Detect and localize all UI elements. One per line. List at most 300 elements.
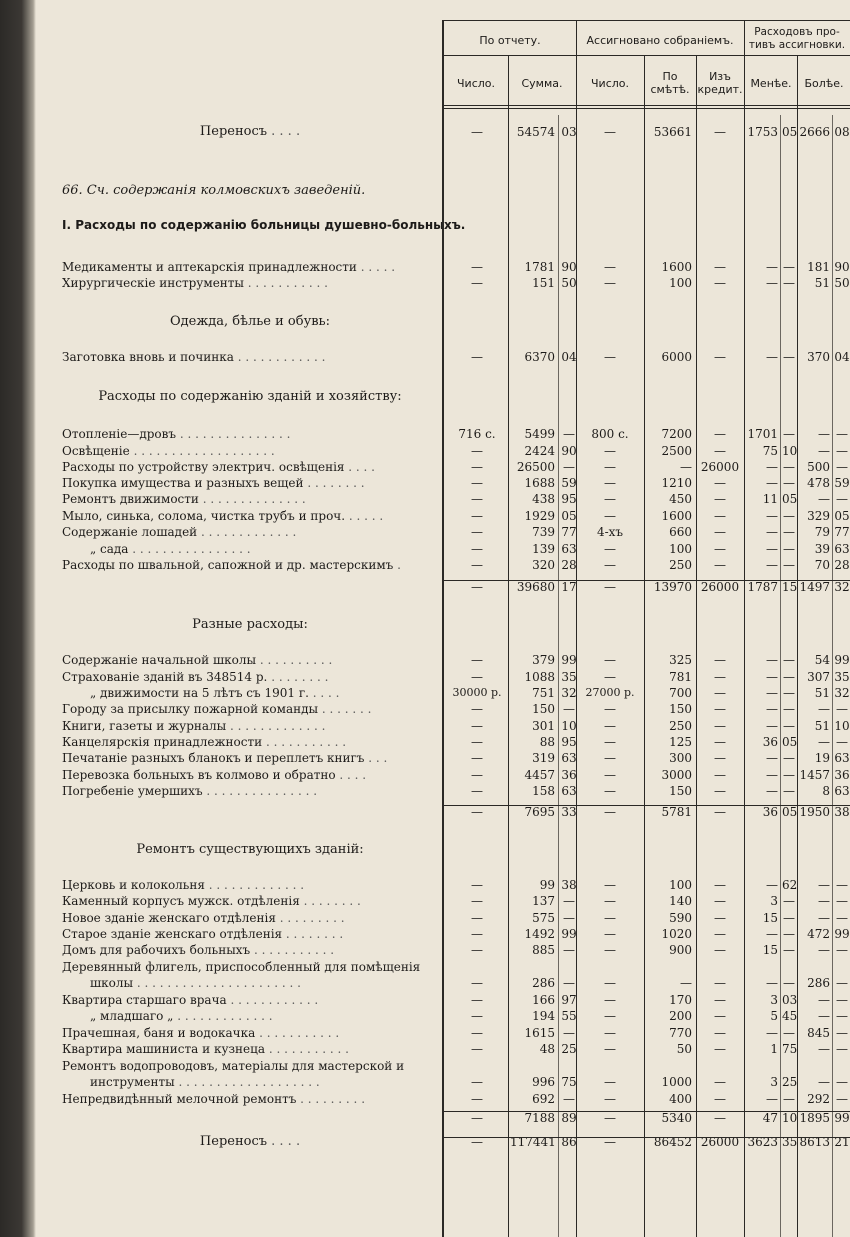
cell-est: 1600 — [661, 509, 692, 523]
leader-dots: . . . . . . . . . . . . . . . — [202, 784, 318, 798]
cell-n: — — [471, 911, 483, 925]
leader-dots: . . . . . . . . — [267, 670, 329, 684]
cell-lk: 75 — [782, 1042, 798, 1056]
cell-lr: — — [766, 686, 778, 700]
column-divider — [696, 55, 697, 1237]
cell-mk: 05 — [834, 509, 850, 523]
row-label-text: Покупка имущества и разныхъ вещей — [62, 476, 304, 490]
cell-n: — — [471, 702, 483, 716]
cell-lr: 11 — [762, 492, 778, 506]
cell-mk: 90 — [834, 260, 850, 274]
cell-mr: 292 — [807, 1092, 830, 1106]
cell-lr: — — [766, 260, 778, 274]
cell-sk: — — [563, 427, 575, 441]
leader-dots: . . . . — [267, 124, 301, 139]
cell-mr: 79 — [814, 525, 830, 539]
cell-lk: 10 — [782, 444, 798, 458]
cell-mk: — — [836, 1026, 848, 1040]
cell-est: 100 — [669, 276, 692, 290]
cell-lk: — — [783, 1026, 795, 1040]
cell-lr: — — [766, 542, 778, 556]
row-label-text: Ремонтъ водопроводовъ, матерiалы для мастерской и — [62, 1059, 405, 1073]
leader-dots: . . . . — [267, 1134, 301, 1149]
cell-cr: — — [714, 751, 726, 765]
cell-mk: — — [836, 702, 848, 716]
cell-cr: — — [714, 894, 726, 908]
cell-est: 86452 — [653, 1135, 692, 1149]
leader-dots: . . . . . . . . . — [296, 1092, 366, 1106]
cell-est: 140 — [669, 894, 692, 908]
cell-sr: 7695 — [524, 805, 555, 819]
cell-lr: 15 — [762, 911, 778, 925]
cell-n: — — [471, 1026, 483, 1040]
cell-cr: — — [714, 719, 726, 733]
cell-cr: — — [714, 542, 726, 556]
cell-est: 7200 — [661, 427, 692, 441]
cell-sr: 4457 — [524, 768, 555, 782]
cell-est: 450 — [669, 492, 692, 506]
cell-mk: — — [836, 1042, 848, 1056]
cell-an: — — [604, 125, 616, 139]
header-group-report: По отчету. — [479, 34, 541, 47]
cell-sr: 194 — [532, 1009, 555, 1023]
cell-sk: 38 — [561, 878, 577, 892]
cell-est: 170 — [669, 993, 692, 1007]
cell-lr: 15 — [762, 943, 778, 957]
cell-lk: 10 — [782, 1111, 798, 1125]
cell-cr: — — [714, 702, 726, 716]
cell-n: 716 с. — [458, 427, 496, 441]
column-divider — [644, 55, 645, 1237]
leader-dots: . . . . . . . . . . . . . . . — [176, 427, 291, 441]
cell-lk: 45 — [782, 1009, 798, 1023]
cell-mk: 28 — [834, 558, 850, 572]
cell-n: — — [471, 509, 483, 523]
cell-sk: 89 — [561, 1111, 577, 1125]
cell-lr: — — [766, 751, 778, 765]
cell-est: 250 — [669, 558, 692, 572]
cell-n: — — [471, 525, 483, 539]
column-divider — [744, 55, 745, 1237]
row-label — [62, 942, 438, 958]
leader-dots: . . . . . . . . . — [275, 911, 345, 925]
cell-lr: 36 — [762, 735, 778, 749]
cell-mr: 39 — [814, 542, 830, 556]
leader-dots: . . . . . — [356, 260, 396, 274]
kopeck-divider — [558, 115, 559, 1237]
cell-an: — — [604, 653, 616, 667]
cell-lk: — — [783, 350, 795, 364]
header-top-rule — [442, 20, 850, 21]
cell-mk: 32 — [834, 580, 850, 594]
leader-dots: . . . . . . . . . . . . . — [197, 525, 297, 539]
cell-lr: — — [766, 1092, 778, 1106]
row-label-text: Мыло, синька, солома, чистка трубъ и проч. — [62, 509, 346, 523]
cell-lr: — — [766, 509, 778, 523]
cell-est: 50 — [676, 1042, 692, 1056]
row-label-text: Канцелярскiя принадлежности — [62, 735, 263, 749]
cell-lk: — — [783, 276, 795, 290]
heading-misc: Разные расходы: — [192, 617, 308, 632]
heading-clothing: Одежда, бѣлье и обувь: — [169, 314, 331, 329]
cell-lr: — — [766, 976, 778, 990]
cell-sr: 739 — [532, 525, 555, 539]
row-label — [90, 1074, 438, 1090]
row-label-text: Церковь и колокольня — [62, 878, 205, 892]
cell-cr: — — [714, 276, 726, 290]
cell-lr: 1753 — [747, 125, 778, 139]
row-label — [62, 701, 438, 717]
cell-mr: — — [818, 735, 830, 749]
cell-mr: 19 — [814, 751, 830, 765]
cell-mk: — — [836, 993, 848, 1007]
cell-an: — — [604, 943, 616, 957]
cell-n: — — [471, 878, 483, 892]
cell-sr: 379 — [532, 653, 555, 667]
cell-cr: — — [714, 1111, 726, 1125]
cell-an: — — [604, 460, 616, 474]
cell-n: — — [471, 276, 483, 290]
row-label — [90, 541, 438, 557]
cell-cr: 26000 — [700, 460, 740, 474]
cell-n: — — [471, 784, 483, 798]
cell-sk: — — [563, 460, 575, 474]
cell-est: 6000 — [661, 350, 692, 364]
cell-est: — — [680, 976, 692, 990]
leader-dots: . . . . . . . . . . . . . — [226, 719, 326, 733]
cell-lr: 3623 — [747, 1135, 778, 1149]
cell-sk: 55 — [561, 1009, 577, 1023]
row-label — [62, 767, 438, 783]
cell-est: 660 — [669, 525, 692, 539]
cell-mk: — — [836, 894, 848, 908]
row-label-text: Непредвидѣнный мелочной ремонтъ — [62, 1092, 297, 1106]
cell-mr: 8613 — [799, 1135, 830, 1149]
row-label-text: Ремонтъ движимости — [62, 492, 199, 506]
cell-cr: — — [714, 878, 726, 892]
leader-dots: . . . . . . . . . . . . . . . . . . . — [174, 1075, 320, 1089]
cell-mk: 77 — [834, 525, 850, 539]
cell-est: 2500 — [661, 444, 692, 458]
cell-mr: — — [818, 878, 830, 892]
cell-an: — — [604, 768, 616, 782]
row-label-text: Перевозка больныхъ въ колмово и обратно — [62, 768, 336, 782]
cell-lk: — — [783, 653, 795, 667]
cell-est: 100 — [669, 878, 692, 892]
cell-lk: — — [783, 460, 795, 474]
cell-lk: 35 — [782, 1135, 798, 1149]
cell-mk: 35 — [834, 670, 850, 684]
row-label-text: Расходы по устройству электрич. освѣщенiя — [62, 460, 345, 474]
cell-lr: — — [766, 702, 778, 716]
cell-mk: — — [836, 427, 848, 441]
row-label-text: Квартира старшаго врача — [62, 993, 227, 1007]
row-label — [60, 124, 440, 140]
cell-sr: 1492 — [524, 927, 555, 941]
cell-cr: — — [714, 1042, 726, 1056]
cell-sk: 86 — [561, 1135, 577, 1149]
cell-n: 30000 р. — [452, 686, 502, 699]
cell-n: — — [471, 260, 483, 274]
cell-cr: — — [714, 492, 726, 506]
row-label — [62, 508, 438, 524]
cell-an: — — [604, 1042, 616, 1056]
cell-sr: 6370 — [524, 350, 555, 364]
row-label-text: Медикаменты и аптекарскiя принадлежности — [62, 260, 357, 274]
cell-mk: — — [836, 1092, 848, 1106]
cell-sk: — — [563, 702, 575, 716]
cell-mk: — — [836, 1075, 848, 1089]
cell-est: 53661 — [653, 125, 692, 139]
cell-mr: 51 — [814, 276, 830, 290]
cell-n: — — [471, 993, 483, 1007]
cell-sr: 319 — [532, 751, 555, 765]
cell-lr: — — [766, 878, 778, 892]
leader-dots: . . . . — [344, 460, 375, 474]
row-label-text: Городу за присылку пожарной команды — [62, 702, 319, 716]
cell-sr: 7188 — [524, 1111, 555, 1125]
cell-mr: — — [818, 444, 830, 458]
cell-mr: 329 — [807, 509, 830, 523]
cell-sr: 751 — [532, 686, 555, 700]
cell-cr: — — [714, 686, 726, 700]
cell-mr: 1497 — [799, 580, 830, 594]
cell-mr: — — [818, 427, 830, 441]
row-label — [62, 893, 438, 909]
cell-an: — — [604, 751, 616, 765]
cell-cr: — — [714, 1092, 726, 1106]
cell-n: — — [471, 805, 483, 819]
row-label-text: „ движимости на 5 лѣтъ съ 1901 г. — [90, 686, 309, 700]
cell-sr: 996 — [532, 1075, 555, 1089]
cell-mk: 99 — [834, 1111, 850, 1125]
cell-lr: — — [766, 927, 778, 941]
cell-n: — — [471, 1111, 483, 1125]
cell-sr: 39680 — [516, 580, 555, 594]
cell-sk: 03 — [561, 125, 577, 139]
cell-lr: 1701 — [747, 427, 778, 441]
cell-cr: — — [714, 927, 726, 941]
header-group-assigned: Ассигновано собранiемъ. — [586, 34, 734, 47]
leader-dots: . . . . . . . . . . — [256, 653, 333, 667]
cell-lr: — — [766, 784, 778, 798]
header-count: Число. — [457, 77, 495, 90]
cell-lk: 15 — [782, 580, 798, 594]
row-label — [62, 750, 438, 766]
leader-dots: . . . . . . . . . . . . . . . . — [128, 542, 251, 556]
cell-sr: 2424 — [524, 444, 555, 458]
cell-an: — — [604, 878, 616, 892]
cell-est: 5781 — [661, 805, 692, 819]
cell-sr: 54574 — [516, 125, 555, 139]
cell-sk: 63 — [561, 751, 577, 765]
cell-n: — — [471, 460, 483, 474]
cell-lr: 1787 — [747, 580, 778, 594]
cell-est: 150 — [669, 702, 692, 716]
header-mid-rule — [442, 55, 850, 56]
row-label — [62, 349, 438, 365]
leader-dots: . . . . — [308, 686, 340, 700]
leader-dots: . . . . . . . . . . . . . . — [198, 492, 306, 506]
cell-sr: 151 — [532, 276, 555, 290]
cell-lk: — — [783, 476, 795, 490]
cell-lk: 05 — [782, 805, 798, 819]
row-label-text: „ младшаго „ — [90, 1009, 174, 1023]
cell-lr: — — [766, 350, 778, 364]
cell-sk: 35 — [561, 670, 577, 684]
row-label-text: Прачешная, баня и водокачка — [62, 1026, 256, 1040]
cell-an: — — [604, 542, 616, 556]
row-label-text: Расходы по швальной, сапожной и др. мастерскимъ — [62, 558, 394, 572]
cell-mr: 70 — [814, 558, 830, 572]
cell-sr: 150 — [532, 702, 555, 716]
column-divider — [576, 20, 577, 55]
cell-cr: — — [714, 1009, 726, 1023]
cell-sr: 48 — [539, 1042, 555, 1056]
cell-sr: 166 — [532, 993, 555, 1007]
row-label — [62, 275, 438, 291]
cell-sk: 33 — [561, 805, 577, 819]
cell-lr: — — [766, 768, 778, 782]
cell-cr: — — [714, 1075, 726, 1089]
row-label — [90, 975, 438, 991]
cell-mk: 10 — [834, 719, 850, 733]
cell-sk: 04 — [561, 350, 577, 364]
leader-dots: . . . . . . . . . . . . — [233, 350, 326, 364]
cell-n: — — [471, 558, 483, 572]
cell-lk: — — [783, 927, 795, 941]
row-label — [62, 475, 438, 491]
cell-lk: — — [783, 542, 795, 556]
cell-lr: — — [766, 653, 778, 667]
cell-cr: — — [714, 125, 726, 139]
cell-mr: 2666 — [799, 125, 830, 139]
cell-est: 400 — [669, 1092, 692, 1106]
header-assigned-count: Число. — [591, 77, 629, 90]
cell-an: — — [604, 927, 616, 941]
cell-est: 1020 — [661, 927, 692, 941]
cell-an: — — [604, 580, 616, 594]
row-label — [62, 1041, 438, 1057]
cell-mr: 478 — [807, 476, 830, 490]
cell-mk: — — [836, 976, 848, 990]
leader-dots: . . . . . . . — [318, 702, 372, 716]
cell-sk: 05 — [561, 509, 577, 523]
leader-dots: . . . . . . . . . . . — [255, 1026, 340, 1040]
row-label — [62, 1058, 438, 1074]
row-label — [62, 669, 438, 685]
cell-n: — — [471, 1092, 483, 1106]
cell-lk: — — [783, 427, 795, 441]
cell-mk: — — [836, 460, 848, 474]
row-label-text: Домъ для рабочихъ больныхъ — [62, 943, 251, 957]
cell-mr: 845 — [807, 1026, 830, 1040]
cell-mr: — — [818, 943, 830, 957]
cell-mr: 54 — [814, 653, 830, 667]
cell-cr: — — [714, 525, 726, 539]
cell-an: — — [604, 1092, 616, 1106]
header-bottom-rule — [442, 105, 850, 106]
row-label-text: школы — [90, 976, 134, 990]
cell-lk: 25 — [782, 1075, 798, 1089]
cell-est: 1600 — [661, 260, 692, 274]
cell-cr: — — [714, 768, 726, 782]
cell-mk: — — [836, 444, 848, 458]
row-label — [62, 259, 438, 275]
cell-est: 1210 — [661, 476, 692, 490]
row-label — [62, 652, 438, 668]
row-label-text: Хирургическiе инструменты — [62, 276, 244, 290]
cell-an: — — [604, 558, 616, 572]
cell-mr: — — [818, 1075, 830, 1089]
cell-lk: — — [783, 719, 795, 733]
row-label — [62, 718, 438, 734]
row-label — [62, 557, 438, 573]
leader-dots: . . . . . . . . — [303, 476, 365, 490]
cell-est: 250 — [669, 719, 692, 733]
cell-an: — — [604, 276, 616, 290]
cell-sr: 885 — [532, 943, 555, 957]
cell-cr: — — [714, 350, 726, 364]
cell-sr: 1929 — [524, 509, 555, 523]
cell-sr: 5499 — [524, 427, 555, 441]
cell-sk: 25 — [561, 1042, 577, 1056]
cell-cr: — — [714, 509, 726, 523]
cell-n: — — [471, 476, 483, 490]
heading-repair: Ремонтъ существующихъ зданiй: — [136, 842, 364, 857]
cell-sr: 1688 — [524, 476, 555, 490]
cell-sk: 59 — [561, 476, 577, 490]
cell-cr: — — [714, 943, 726, 957]
cell-mk: 99 — [834, 927, 850, 941]
cell-lk: 05 — [782, 125, 798, 139]
cell-lk: — — [783, 525, 795, 539]
cell-cr: — — [714, 976, 726, 990]
row-label — [62, 1025, 438, 1041]
cell-mr: 181 — [807, 260, 830, 274]
cell-cr: — — [714, 784, 726, 798]
cell-est: 1000 — [661, 1075, 692, 1089]
row-label-text: Каменный корпусъ мужск. отдѣленiя — [62, 894, 300, 908]
cell-est: 590 — [669, 911, 692, 925]
cell-sk: 99 — [561, 653, 577, 667]
cell-sr: 137 — [532, 894, 555, 908]
cell-est: 3000 — [661, 768, 692, 782]
cell-cr: 26000 — [700, 580, 740, 594]
cell-lk: 05 — [782, 492, 798, 506]
leader-dots: . . . . . . . . . . . . . . . . . . . — [129, 444, 275, 458]
cell-sk: — — [563, 943, 575, 957]
subtotal-rule — [442, 1137, 850, 1138]
cell-sr: 117441 — [510, 1135, 556, 1149]
leader-dots: . — [393, 558, 401, 572]
cell-lk: 05 — [782, 735, 798, 749]
cell-cr: — — [714, 911, 726, 925]
row-label — [62, 783, 438, 799]
leader-dots: . . . . . . . . — [282, 927, 344, 941]
cell-an: — — [604, 260, 616, 274]
cell-sk: 95 — [561, 735, 577, 749]
row-label-text: Погребенiе умершихъ — [62, 784, 203, 798]
cell-sr: 1615 — [524, 1026, 555, 1040]
row-label — [62, 459, 438, 475]
row-label-text: Переносъ — [199, 124, 268, 139]
leader-dots: . . . . . . . . . . . . . . . . . . . . . . — [133, 976, 301, 990]
cell-mr: 8 — [822, 784, 830, 798]
cell-an: — — [604, 911, 616, 925]
cell-lk: — — [783, 894, 795, 908]
cell-mk: — — [836, 1009, 848, 1023]
